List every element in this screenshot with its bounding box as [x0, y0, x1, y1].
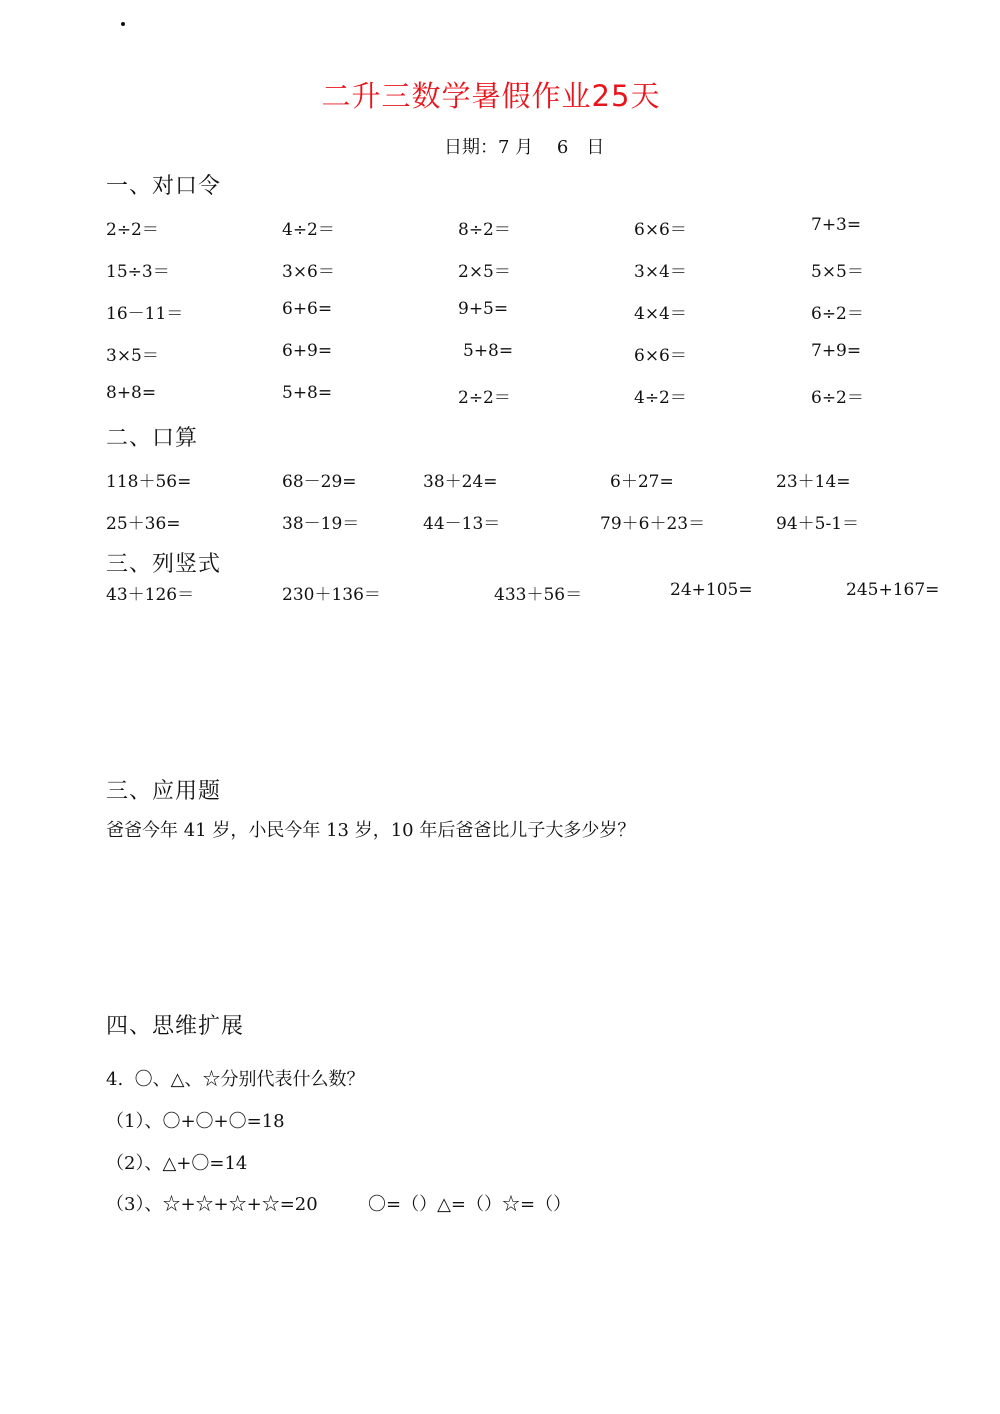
- problem: 2÷2＝: [106, 220, 159, 240]
- thinking-line-2: （2）、△+〇=14: [106, 1153, 248, 1174]
- problem: 3×4＝: [634, 262, 687, 282]
- problem: 8÷2＝: [458, 220, 511, 240]
- mental-math-row: [0, 509, 1000, 535]
- problem: 4×4＝: [634, 304, 687, 324]
- problem: 43＋126＝: [106, 585, 195, 605]
- word-problem-text: 爸爸今年 41 岁，小民今年 13 岁，10 年后爸爸比儿子大多少岁？: [106, 820, 636, 841]
- problem: 6+9=: [282, 341, 333, 361]
- problem: 230＋136＝: [282, 585, 381, 605]
- thinking-question: 4. 〇、△、☆分别代表什么数？: [106, 1069, 365, 1090]
- problem: 245+167=: [846, 580, 940, 600]
- oral-drill-row: [0, 215, 1000, 241]
- thinking-answers: 〇=（）△=（）☆=（）: [368, 1194, 572, 1215]
- section-heading-oral-drill: 一、对口令: [106, 174, 222, 199]
- vertical-row: [0, 580, 1000, 606]
- problem: 6÷2＝: [811, 388, 864, 408]
- oral-drill-row: [0, 299, 1000, 325]
- problem: 8+8=: [106, 383, 157, 403]
- problem: 38＋24=: [423, 472, 498, 492]
- bullet-dot: [121, 22, 125, 26]
- problem: 79＋6＋23＝: [600, 514, 706, 534]
- problem: 4÷2＝: [282, 220, 335, 240]
- problem: 24+105=: [670, 580, 753, 600]
- mental-math-row: [0, 467, 1000, 493]
- problem: 6×6＝: [634, 220, 687, 240]
- problem: 94＋5-1＝: [776, 514, 860, 534]
- section-heading-thinking: 四、思维扩展: [106, 1014, 245, 1039]
- problem: 2÷2＝: [458, 388, 511, 408]
- problem: 3×6＝: [282, 262, 335, 282]
- section-heading-vertical: 三、列竖式: [106, 552, 222, 577]
- section-heading-mental-math: 二、口算: [106, 426, 199, 451]
- problem: 3×5＝: [106, 346, 159, 366]
- problem: 23＋14=: [776, 472, 851, 492]
- problem: 5×5＝: [811, 262, 864, 282]
- oral-drill-row: [0, 257, 1000, 283]
- problem: 38－19＝: [282, 514, 360, 534]
- problem: 7+3=: [811, 215, 862, 235]
- date-line: 日期：7 月 6 日: [444, 137, 605, 158]
- thinking-line-3: （3）、☆+☆+☆+☆=20: [106, 1194, 318, 1215]
- problem: 6＋27=: [610, 472, 674, 492]
- problem: 16－11＝: [106, 304, 184, 324]
- thinking-line-1: （1）、〇+〇+〇=18: [106, 1111, 285, 1132]
- problem: 68－29=: [282, 472, 357, 492]
- problem: 6×6＝: [634, 346, 687, 366]
- problem: 5+8=: [282, 383, 333, 403]
- problem: 44－13＝: [423, 514, 501, 534]
- problem: 7+9=: [811, 341, 862, 361]
- oral-drill-row: [0, 383, 1000, 409]
- problem: 6÷2＝: [811, 304, 864, 324]
- problem: 4÷2＝: [634, 388, 687, 408]
- problem: 6+6=: [282, 299, 333, 319]
- problem: 433＋56＝: [494, 585, 583, 605]
- problem: 2×5＝: [458, 262, 511, 282]
- problem: 25＋36=: [106, 514, 181, 534]
- problem: 118＋56=: [106, 472, 192, 492]
- page-title: 二升三数学暑假作业25天: [321, 79, 661, 113]
- problem: 9+5=: [458, 299, 509, 319]
- problem: 5+8=: [463, 341, 514, 361]
- oral-drill-row: [0, 341, 1000, 367]
- problem: 15÷3＝: [106, 262, 170, 282]
- section-heading-word-problem: 三、应用题: [106, 779, 222, 804]
